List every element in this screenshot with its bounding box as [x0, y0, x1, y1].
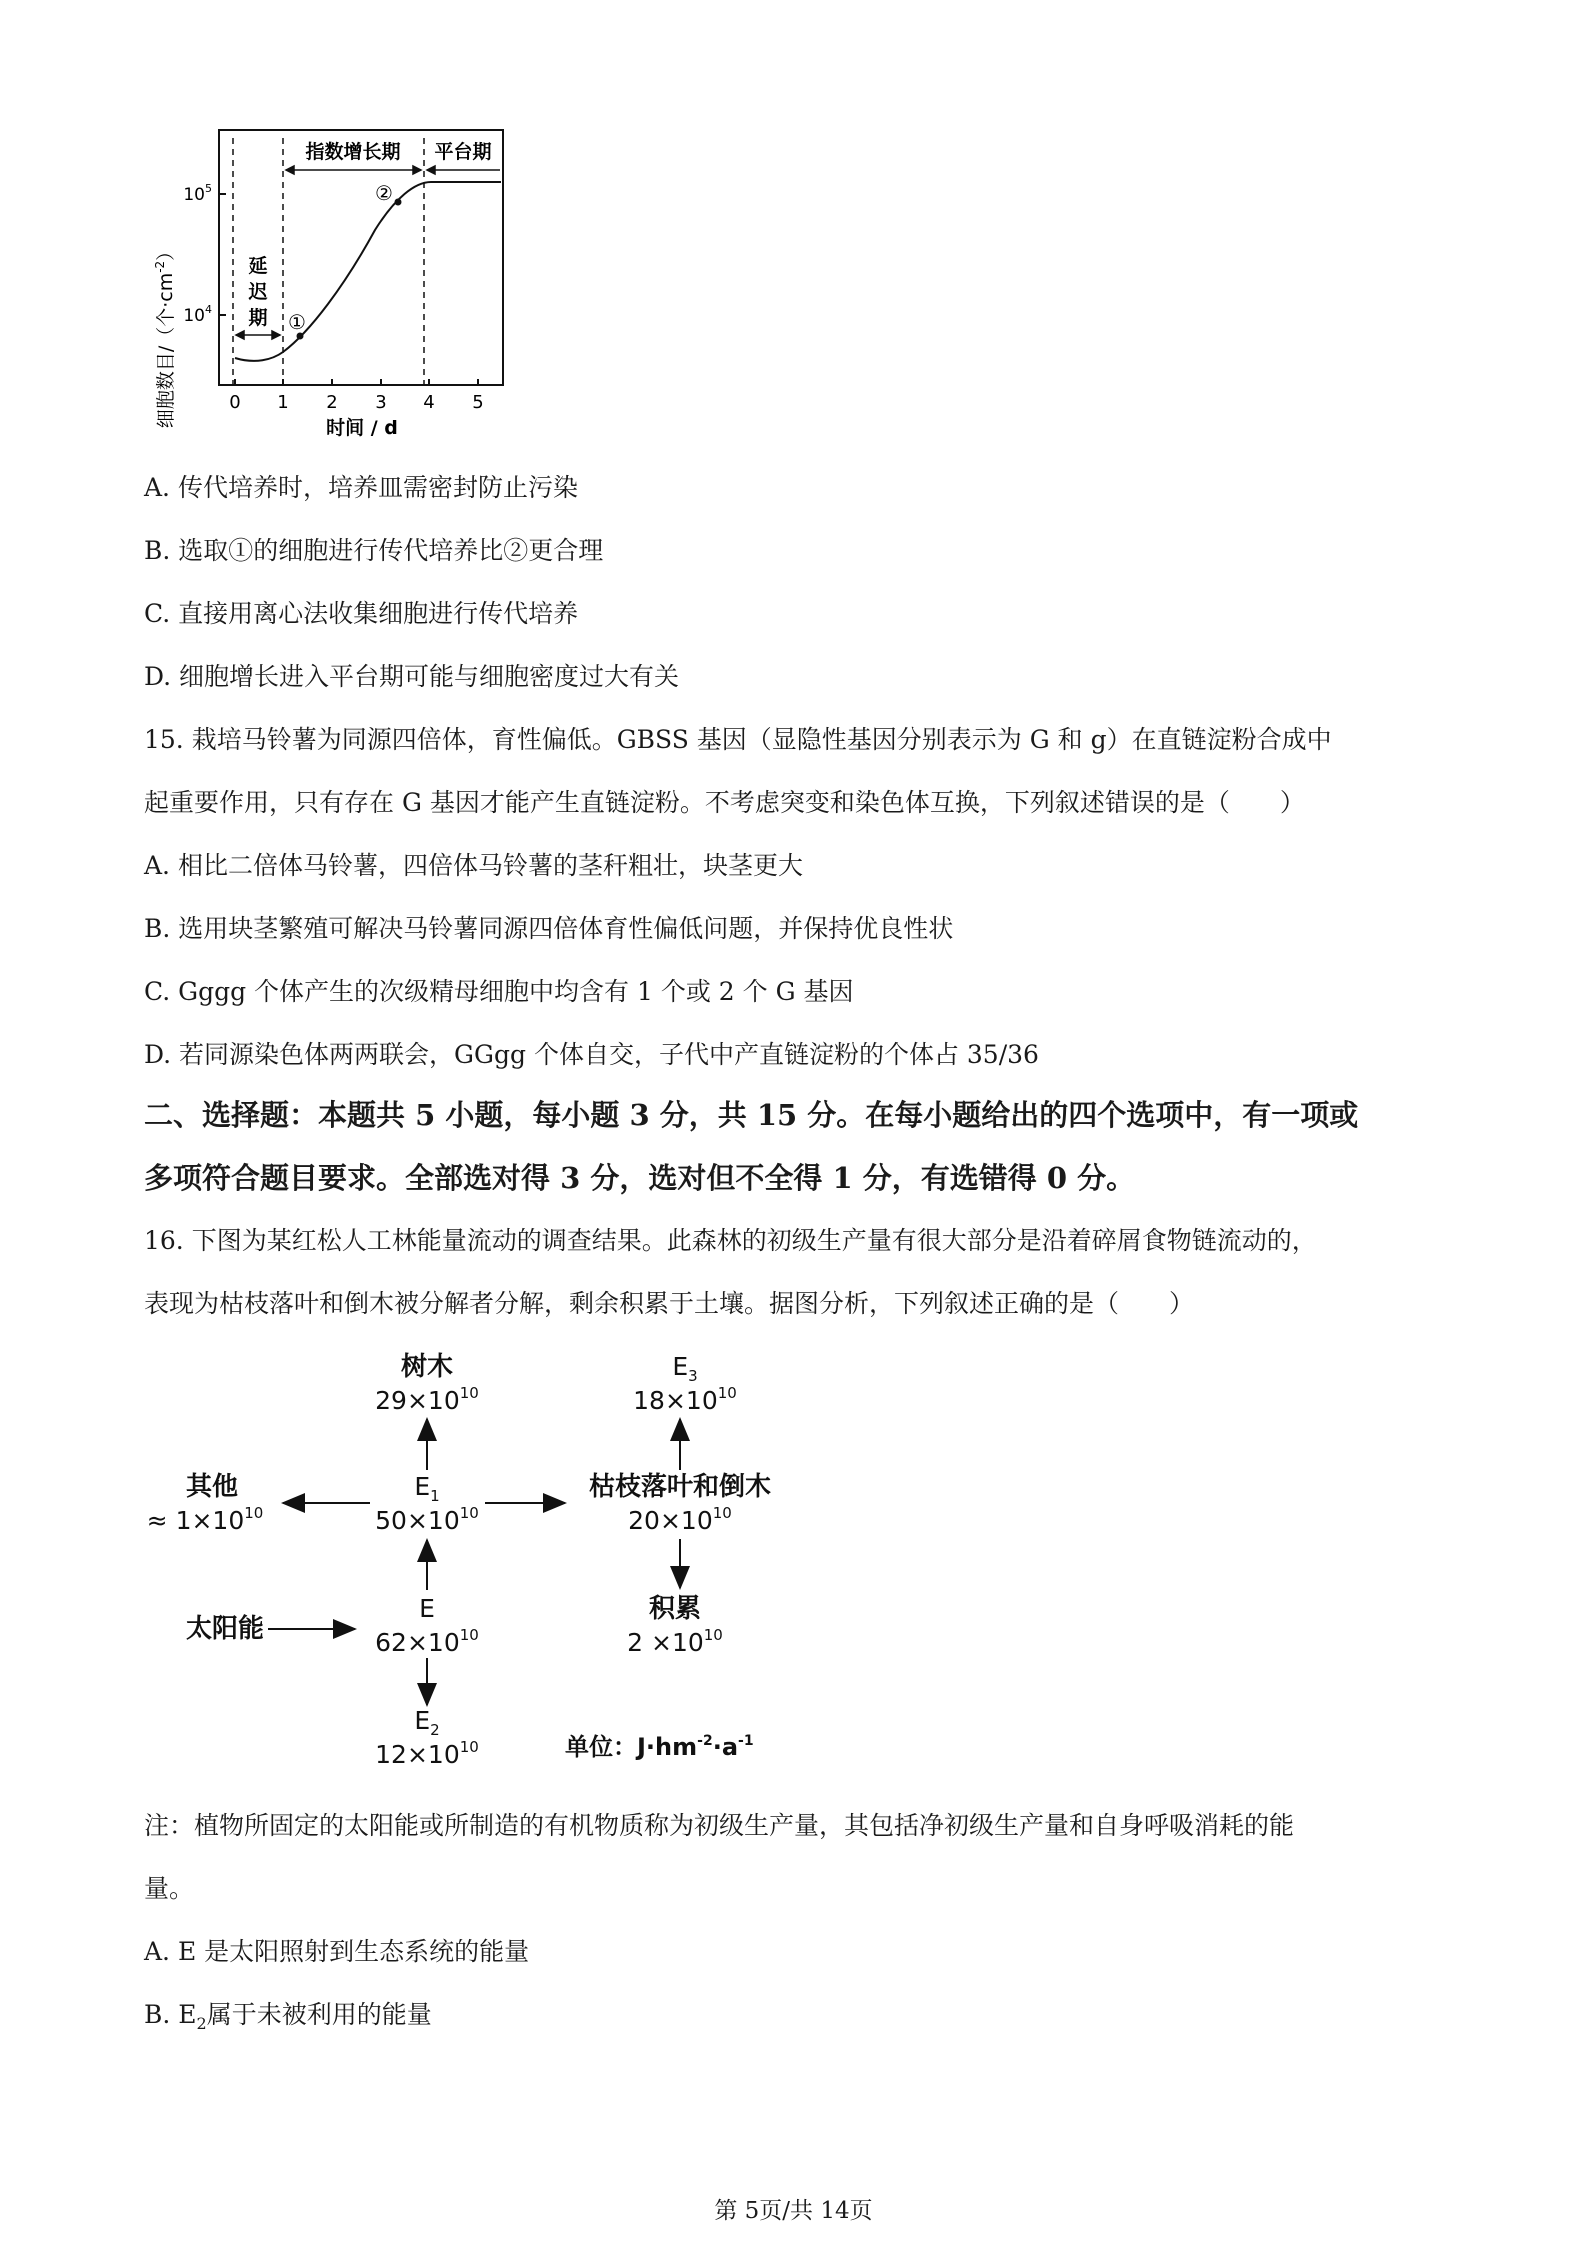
- node-e3-label: $E_3$: [672, 1352, 698, 1385]
- q16-option-b: [144, 1997, 432, 2042]
- y-tick-label: $10^4$: [183, 303, 212, 326]
- q14-option-a: A. 传代培养时，培养皿需密封防止污染: [144, 473, 578, 502]
- node-accumulation-label: 积累: [648, 1594, 702, 1624]
- q15-option-d: D. 若同源染色体两两联会，GGgg 个体自交，子代中产直链淀粉的个体占 35/36: [144, 1040, 1039, 1069]
- q15-stem-line-1: 15. 栽培马铃薯为同源四倍体，育性偏低。GBSS 基因（显隐性基因分别表示为 G 和 g）在直链淀粉合成中: [144, 725, 1332, 754]
- x-tick-label: 2: [326, 392, 338, 413]
- node-litter-value: $20\times 10^{10}$: [628, 1504, 732, 1535]
- point-1-label: ①: [288, 310, 306, 334]
- unit-label: 单位：$J\cdot hm^{-2}\cdot a^{-1}$: [565, 1733, 754, 1761]
- energy-flow-diagram: [140, 1345, 820, 1775]
- q16-stem-line-1: 16. 下图为某红松人工林能量流动的调查结果。此森林的初级生产量有很大部分是沿着碎屑食物链流动的，: [144, 1226, 1317, 1255]
- x-tick-label: 3: [375, 392, 387, 413]
- q16-stem-line-2: 表现为枯枝落叶和倒木被分解者分解，剩余积累于土壤。据图分析，下列叙述正确的是（ ）: [144, 1289, 1195, 1318]
- phase-lag-label: 延: [248, 255, 268, 277]
- note-line-2: 量。: [144, 1874, 195, 1903]
- page-footer: 第 5页/共 14页: [714, 2198, 873, 2224]
- x-tick-label: 0: [229, 392, 241, 413]
- phase-plateau-label: 平台期: [434, 141, 492, 163]
- section-2-heading-line-2: 多项符合题目要求。全部选对得 3 分，选对但不全得 1 分，有选错得 0 分。: [144, 1161, 1136, 1195]
- node-e1-value: $50\times 10^{10}$: [375, 1504, 479, 1535]
- node-e-value: $62\times 10^{10}$: [375, 1626, 479, 1657]
- node-e3-value: $18\times 10^{10}$: [633, 1384, 737, 1415]
- q14-option-b: B. 选取①的细胞进行传代培养比②更合理: [144, 536, 604, 565]
- node-litter-label: 枯枝落叶和倒木: [588, 1472, 772, 1502]
- phase-lag-label: 迟: [248, 281, 268, 303]
- x-tick-label: 4: [423, 392, 435, 413]
- node-e1-label: $E_1$: [414, 1472, 440, 1505]
- x-tick-label: 1: [277, 392, 289, 413]
- x-tick-label: 5: [472, 392, 484, 413]
- graph-y-title: 细胞数目/（个$\cdot cm^{-2}$）: [153, 241, 177, 429]
- node-solar-label: 太阳能: [185, 1614, 265, 1644]
- section-2-heading-line-1: 二、选择题：本题共 5 小题，每小题 3 分，共 15 分。在每小题给出的四个选项中，有一项或: [144, 1098, 1359, 1132]
- point-2-marker: [395, 199, 402, 206]
- node-trees-label: 树木: [400, 1352, 454, 1382]
- q15-stem-line-2: 起重要作用，只有存在 G 基因才能产生直链淀粉。不考虑突变和染色体互换，下列叙述错误的是（ ）: [144, 788, 1305, 817]
- q14-option-d: D. 细胞增长进入平台期可能与细胞密度过大有关: [144, 662, 680, 691]
- q16-option-b-subscript: 2: [196, 2014, 207, 2033]
- note-line-1: 注：植物所固定的太阳能或所制造的有机物质称为初级生产量，其包括净初级生产量和自身呼吸消耗的能: [144, 1811, 1295, 1840]
- q16-option-b-prefix: B. E: [144, 2000, 197, 2029]
- phase-exponential-label: 指数增长期: [305, 141, 401, 163]
- q16-option-a: A. E 是太阳照射到生态系统的能量: [144, 1937, 530, 1966]
- q16-option-b-text: 属于未被利用的能量: [206, 2000, 432, 2029]
- graph-x-title: 时间 / d: [326, 417, 398, 439]
- y-tick-label: $10^5$: [183, 182, 212, 205]
- node-accumulation-value: $2 \times 10^{10}$: [627, 1626, 723, 1657]
- q15-option-c: C. Gggg 个体产生的次级精母细胞中均含有 1 个或 2 个 G 基因: [144, 977, 854, 1006]
- cell-growth-graph: [140, 120, 540, 450]
- q14-option-c: C. 直接用离心法收集细胞进行传代培养: [144, 599, 579, 628]
- node-other-value: ≈ $1\times 10^{10}$: [146, 1504, 264, 1535]
- point-2-label: ②: [375, 181, 393, 205]
- phase-lag-label: 期: [248, 307, 268, 329]
- node-trees-value: $29\times 10^{10}$: [375, 1384, 479, 1415]
- node-e2-value: $12\times 10^{10}$: [375, 1738, 479, 1769]
- node-e2-label: $E_2$: [414, 1706, 440, 1739]
- node-other-label: 其他: [185, 1472, 239, 1502]
- q15-option-b: B. 选用块茎繁殖可解决马铃薯同源四倍体育性偏低问题，并保持优良性状: [144, 914, 954, 943]
- node-e-label: E: [419, 1594, 435, 1623]
- q15-option-a: A. 相比二倍体马铃薯，四倍体马铃薯的茎秆粗壮，块茎更大: [144, 851, 803, 880]
